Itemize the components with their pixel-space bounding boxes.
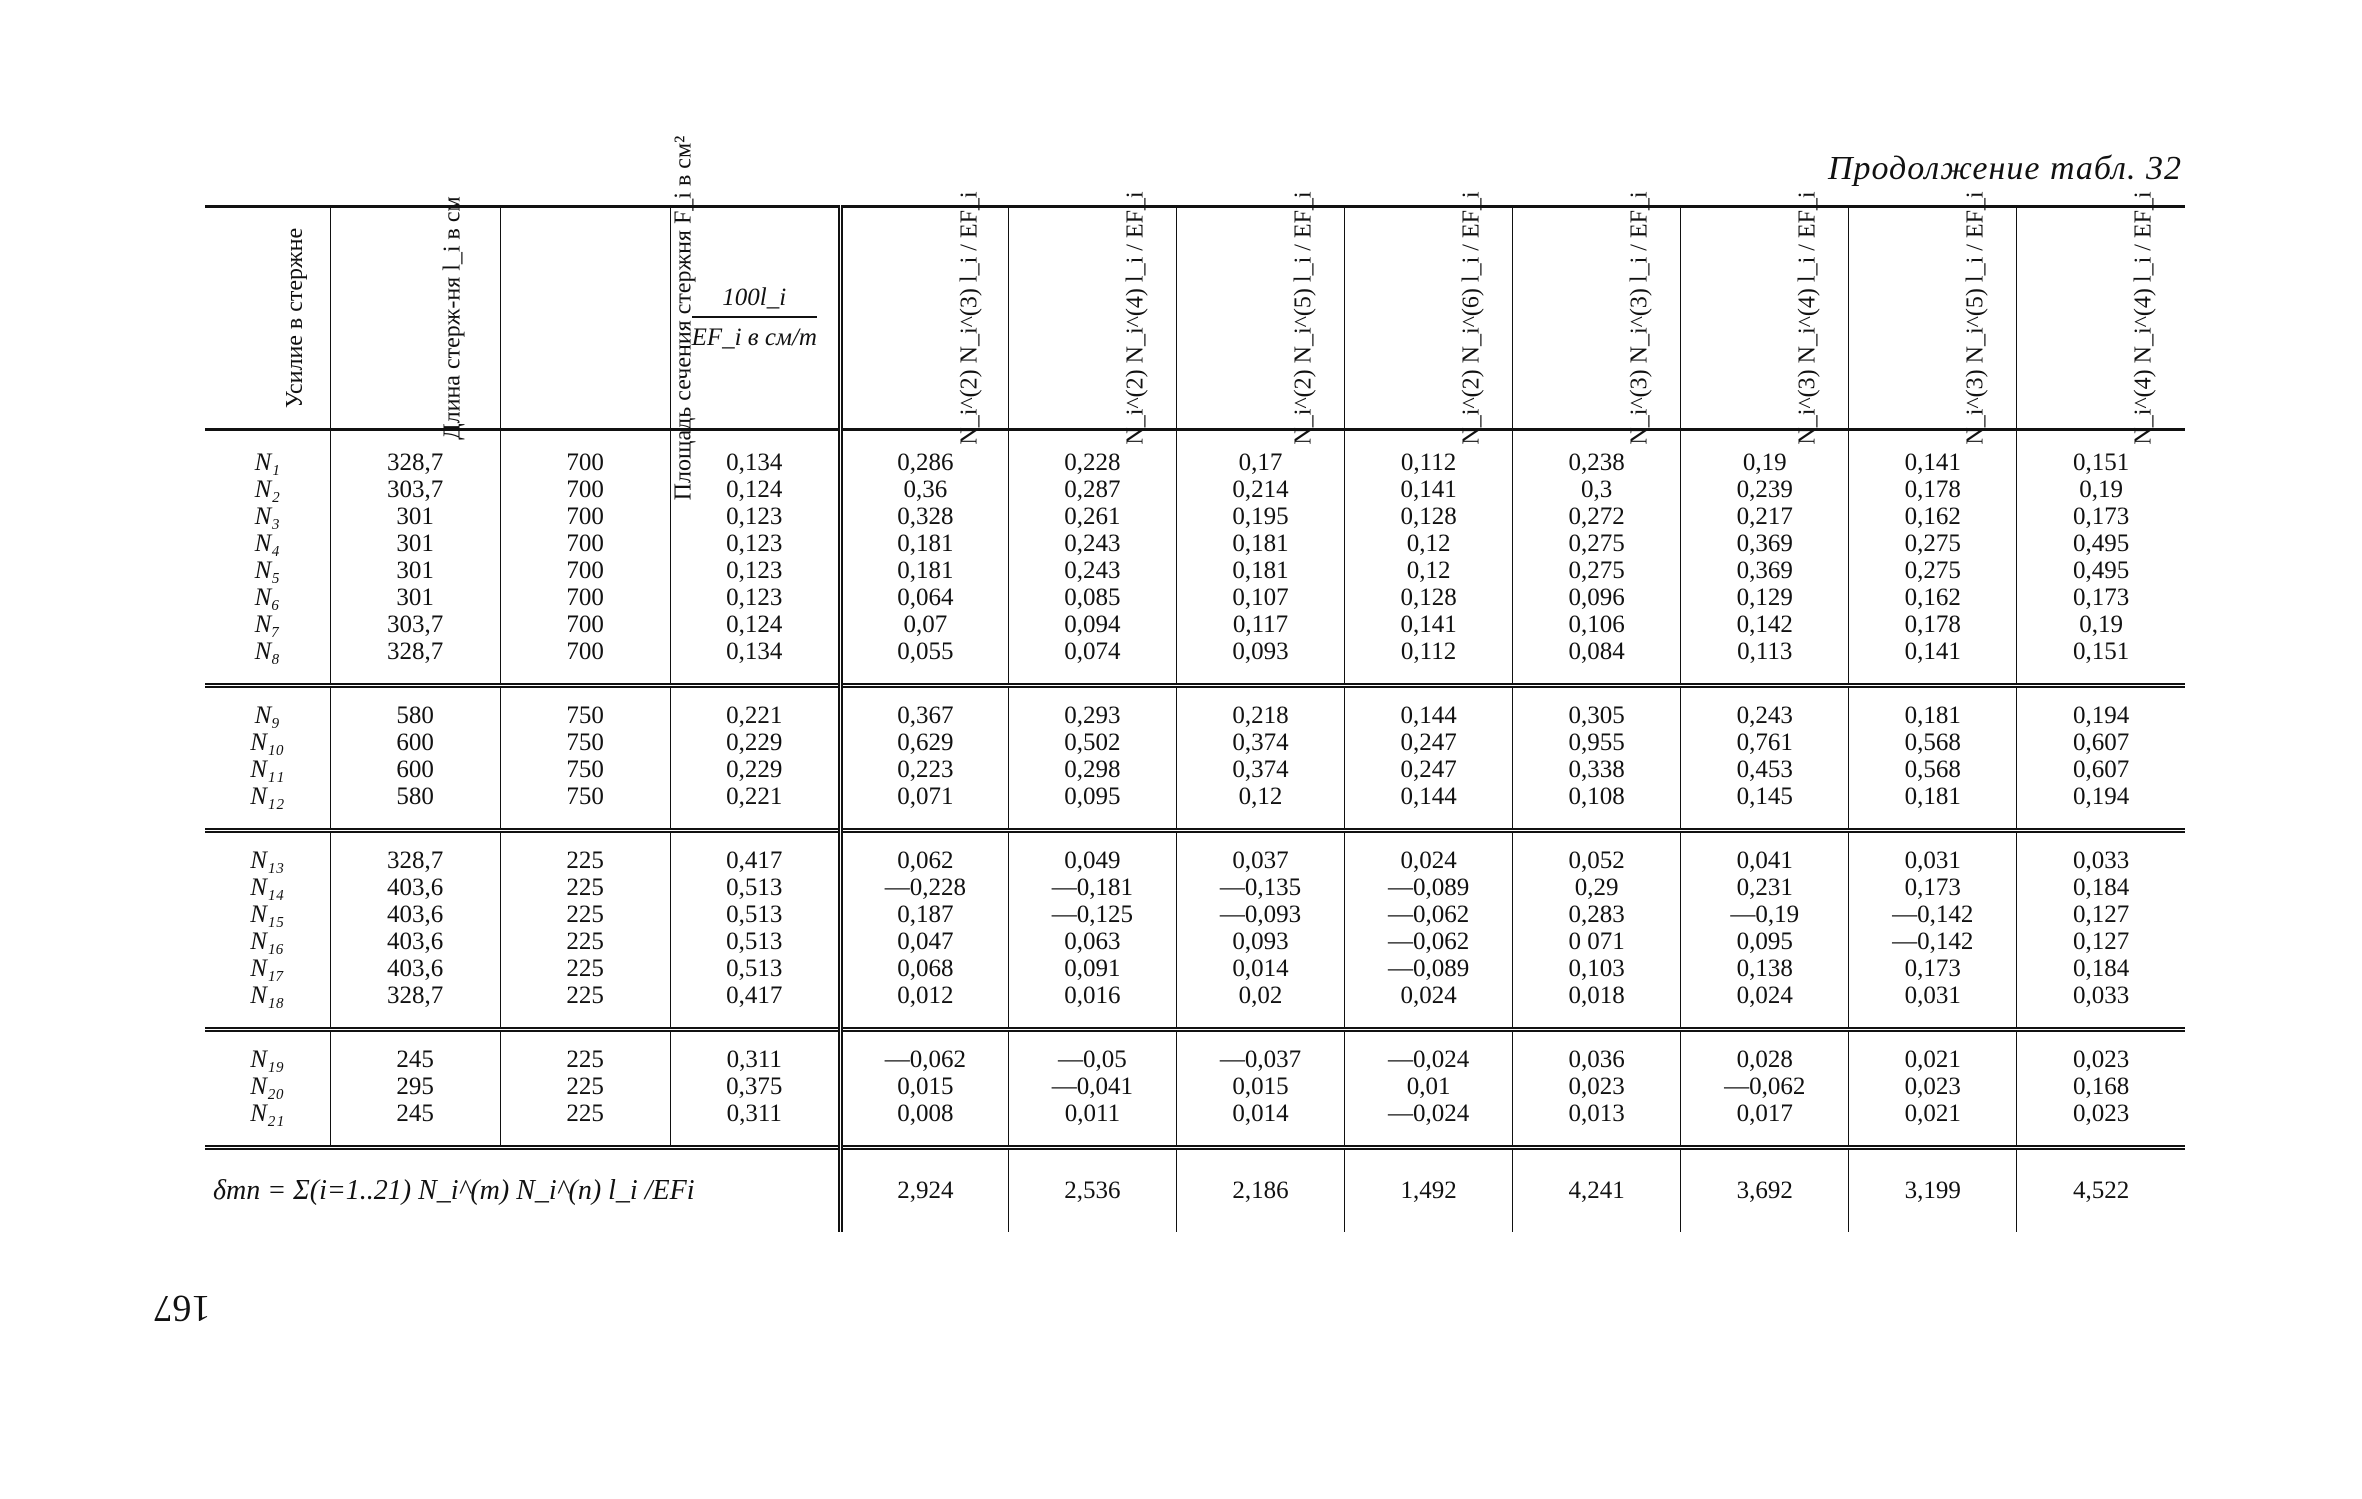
product-values: 0,033 0,184 0,127 0,127 0,184 0,033 <box>2073 847 2130 1009</box>
summary-value: 2,186 <box>1176 1148 1344 1233</box>
product-values: 0,243 0,761 0,453 0,145 <box>1736 702 1793 810</box>
header-ratio-numerator: 100l_i <box>692 284 817 318</box>
header-force: Усилие в стержне <box>205 207 330 430</box>
product-values: 0,144 0,247 0,247 0,144 <box>1400 702 1457 810</box>
length-values: 245 295 245 <box>396 1046 434 1127</box>
header-area: Площадь сечения стержня F_i в см² <box>500 207 670 430</box>
product-values: —0,062 0,015 0,008 <box>884 1046 966 1127</box>
product-values: 0,19 0,239 0,217 0,369 0,369 0,129 0,142 0,113 <box>1736 449 1793 665</box>
product-values: 0,194 0,607 0,607 0,194 <box>2073 702 2130 810</box>
product-values: 0,112 0,141 0,128 0,12 0,12 0,128 0,141 0,112 <box>1400 449 1457 665</box>
area-values: 225 225 225 225 225 225 <box>566 847 604 1009</box>
product-values: 0,036 0,023 0,013 <box>1568 1046 1625 1127</box>
header-product-2: N_i^(2) N_i^(4) l_i / EF_i <box>1008 207 1176 430</box>
header-product-5: N_i^(3) N_i^(3) l_i / EF_i <box>1513 207 1681 430</box>
header-ratio-denominator: EF_i в см/т <box>691 324 817 351</box>
product-values: —0,024 0,01 —0,024 <box>1387 1046 1470 1127</box>
product-values: 0,151 0,19 0,173 0,495 0,495 0,173 0,19 0,151 <box>2073 449 2130 665</box>
product-values: 0,218 0,374 0,374 0,12 <box>1232 702 1289 810</box>
product-values: 0,293 0,502 0,298 0,095 <box>1064 702 1121 810</box>
header-product-6: N_i^(3) N_i^(4) l_i / EF_i <box>1681 207 1849 430</box>
summary-value: 4,522 <box>2017 1148 2185 1233</box>
product-values: 0,037 —0,135 —0,093 0,093 0,014 0,02 <box>1219 847 1302 1009</box>
product-values: 0,286 0,36 0,328 0,181 0,181 0,064 0,07 0,055 <box>897 449 954 665</box>
header-product-1: N_i^(2) N_i^(3) l_i / EF_i <box>840 207 1008 430</box>
summary-value: 2,536 <box>1008 1148 1176 1233</box>
product-values: 0,024 —0,089 —0,062 —0,062 —0,089 0,024 <box>1387 847 1470 1009</box>
header-length: Длина стерж-ня l_i в см <box>330 207 500 430</box>
product-values: —0,05 —0,041 0,011 <box>1051 1046 1134 1127</box>
area-values: 750 750 750 750 <box>566 702 604 810</box>
header-product-3: N_i^(2) N_i^(5) l_i / EF_i <box>1176 207 1344 430</box>
ratio-values: 0,221 0,229 0,229 0,221 <box>726 702 783 810</box>
product-values: 0,305 0,955 0,338 0,108 <box>1568 702 1625 810</box>
product-values: 0,028 —0,062 0,017 <box>1724 1046 1806 1127</box>
product-values: 0,052 0,29 0,283 0 071 0,103 0,018 <box>1568 847 1625 1009</box>
summary-value: 4,241 <box>1513 1148 1681 1233</box>
table-row-group-4 <box>205 1030 2185 1148</box>
product-values: 0,141 0,178 0,162 0,275 0,275 0,162 0,178 0,141 <box>1904 449 1961 665</box>
product-values: 0,17 0,214 0,195 0,181 0,181 0,107 0,117 0,093 <box>1232 449 1289 665</box>
header-product-8: N_i^(4) N_i^(4) l_i / EF_i <box>2017 207 2185 430</box>
product-values: 0,062 —0,228 0,187 0,047 0,068 0,012 <box>884 847 966 1009</box>
summary-value: 3,199 <box>1849 1148 2017 1233</box>
force-labels: N₁₃ N₁₄ N₁₅ N₁₆ N₁₇ N₁₈ <box>250 847 285 1009</box>
area-values: 225 225 225 <box>566 1046 604 1127</box>
force-labels: N₁ N₂ N₃ N₄ N₅ N₆ N₇ N₈ <box>254 449 280 665</box>
table-row-group-1 <box>205 430 2185 686</box>
ratio-values: 0,417 0,513 0,513 0,513 0,513 0,417 <box>726 847 783 1009</box>
product-values: 0,023 0,168 0,023 <box>2073 1046 2130 1127</box>
length-values: 328,7 403,6 403,6 403,6 403,6 328,7 <box>386 847 444 1009</box>
force-labels: N₉ N₁₀ N₁₁ N₁₂ <box>250 702 285 810</box>
product-values: 0,238 0,3 0,272 0,275 0,275 0,096 0,106 0,084 <box>1568 449 1625 665</box>
area-values: 700 700 700 700 700 700 700 700 <box>566 449 604 665</box>
product-values: 0,228 0,287 0,261 0,243 0,243 0,085 0,094 0,074 <box>1064 449 1121 665</box>
table-row-group-3 <box>205 831 2185 1030</box>
summary-value: 3,692 <box>1681 1148 1849 1233</box>
header-row <box>205 207 2185 430</box>
summary-row <box>205 1148 2185 1233</box>
length-values: 328,7 303,7 301 301 301 301 303,7 328,7 <box>386 449 444 665</box>
table-row-group-2 <box>205 686 2185 831</box>
product-values: 0,181 0,568 0,568 0,181 <box>1904 702 1961 810</box>
header-product-4: N_i^(2) N_i^(6) l_i / EF_i <box>1345 207 1513 430</box>
summary-value: 1,492 <box>1345 1148 1513 1233</box>
product-values: 0,031 0,173 —0,142 —0,142 0,173 0,031 <box>1892 847 1974 1009</box>
ratio-values: 0,134 0,124 0,123 0,123 0,123 0,123 0,124 0,134 <box>726 449 783 665</box>
page-number: 167 <box>153 1287 211 1329</box>
product-values: 0,367 0,629 0,223 0,071 <box>897 702 954 810</box>
ratio-values: 0,311 0,375 0,311 <box>726 1046 783 1127</box>
product-values: 0,049 —0,181 —0,125 0,063 0,091 0,016 <box>1051 847 1134 1009</box>
summary-value: 2,924 <box>840 1148 1008 1233</box>
product-values: —0,037 0,015 0,014 <box>1219 1046 1302 1127</box>
product-values: 0,021 0,023 0,021 <box>1904 1046 1961 1127</box>
length-values: 580 600 600 580 <box>396 702 434 810</box>
product-values: 0,041 0,231 —0,19 0,095 0,138 0,024 <box>1730 847 1800 1009</box>
summary-formula: δmn = Σ(i=1..21) N_i^(m) N_i^(n) l_i /EFi <box>205 1148 840 1233</box>
force-labels: N₁₉ N₂₀ N₂₁ <box>250 1046 285 1127</box>
table-continuation-title: Продолжение табл. 32 <box>1827 150 2182 187</box>
header-product-7: N_i^(3) N_i^(5) l_i / EF_i <box>1849 207 2017 430</box>
